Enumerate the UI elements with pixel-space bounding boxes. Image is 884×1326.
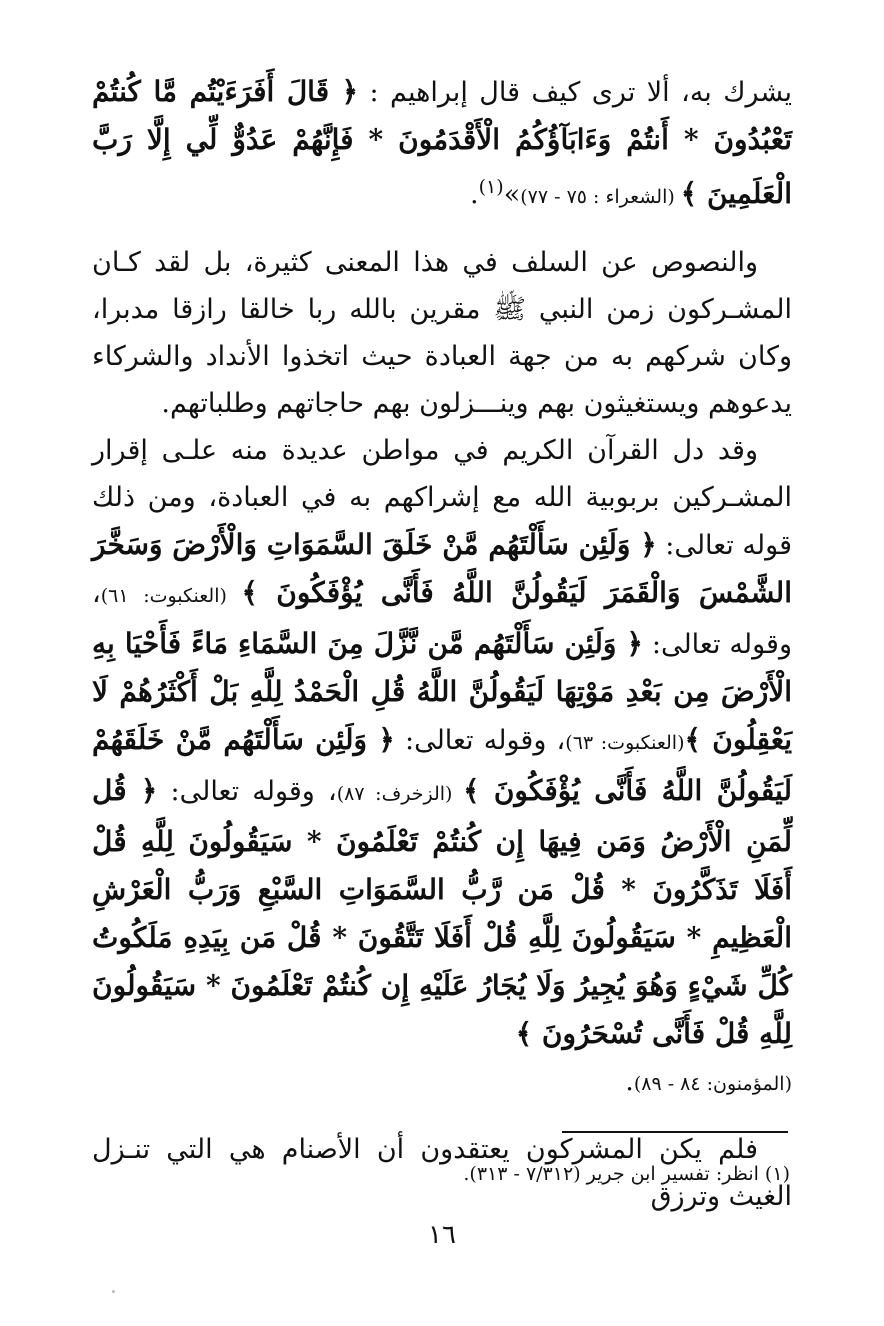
verse-reference: (العنكبوت: ٦٣) [565,732,685,754]
quran-verse-muminun-84-89: ﴿ قُل لِّمَنِ الْأَرْضُ وَمَن فِيهَا إِن كُنتُمْ تَعْلَمُونَ * سَيَقُولُونَ لِلَّهِ قُلْ أَفَلَا تَذَكَّرُونَ * قُلْ مَن رَّبُّ السَّمَوَاتِ السَّبْعِ وَرَبُّ الْعَرْشِ الْعَظِيمِ * سَيَقُولُونَ لِلَّهِ قُلْ أَفَلَا تَتَّقُونَ * قُلْ مَن بِيَدِهِ مَلَكُوتُ كُلِّ شَيْءٍ وَهُوَ يُجِيرُ وَلَا يُجَارُ عَلَيْهِ إِن كُنتُمْ تَعْلَمُونَ * سَيَقُولُونَ لِلَّهِ قُلْ فَأَنَّى تُسْحَرُونَ ﴾ [92,774,792,1050]
paragraph-2 [92,239,792,427]
verse-reference: (المؤمنون: ٨٤ - ٨٩) [633,1073,792,1095]
footnote-marker: (١) [478,176,504,198]
quran-verse-ankabut-61: ﴿ وَلَئِن سَأَلْتَهُم مَّنْ خَلَقَ السَّمَوَاتِ وَالْأَرْضَ وَسَخَّرَ الشَّمْسَ وَالْقَمَرَ لَيَقُولُنَّ اللَّهُ فَأَنَّى يُؤْفَكُونَ ﴾ [92,528,792,609]
quran-verse-shuara: ﴿ قَالَ أَفَرَءَيْتُم مَّا كُنتُمْ تَعْبُدُونَ * أَنتُمْ وَءَابَآؤُكُمُ الْأَقْدَمُونَ * فَإِنَّهُمْ عَدُوٌّ لِّي إِلَّا رَبَّ الْعَلَمِينَ ﴾ [92,75,792,210]
scan-dot [112,1290,115,1293]
quran-verse-ankabut-63: ﴿ وَلَئِن سَأَلْتَهُم مَّن نَّزَّلَ مِنَ السَّمَاءِ مَاءً فَأَحْيَا بِهِ الْأَرْضَ مِن بَعْدِ مَوْتِهَا لَيَقُولُنَّ اللَّهُ قُلِ الْحَمْدُ لِلَّهِ بَلْ أَكْثَرُهُمْ لَا يَعْقِلُونَ ﴾ [92,627,793,756]
footnote-divider [562,1131,788,1133]
main-text [92,68,792,1220]
paragraph-3-text: وقد دل القرآن الكريم في مواطن عديدة منه علـى إقرار المشـركين بربوبية الله مع إشراكهم به في العبادة، ومن ذلك قوله تعالى: [92,435,792,561]
closing-quote: » [503,179,521,210]
footnote: (١) انظر: تفسير ابن جرير (٧/٣١٢ - ٣١٣). [463,1163,790,1185]
paragraph-4-text: فلم يكن المشركون يعتقدون أن الأصنام هي التي تنـزل الغيث وترزق [92,1134,792,1212]
connector-text: ، وقوله تعالى: [157,776,337,807]
period: . [470,179,479,210]
period: . [625,1066,634,1097]
verse-reference: (الشعراء : ٧٥ - ٧٧) [520,186,681,208]
verse-reference: (العنكبوت: ٦١) [100,585,242,607]
paragraph-1 [92,68,792,221]
verse-reference: (الزخرف: ٨٧) [336,783,464,805]
paragraph-2-text: والنصوص عن السلف في هذا المعنى كثيرة، بل لقد كـان المشـركون زمن النبي ﷺ مقرين بالله ربا خالقا رازقا مدبرا، وكان شركهم به من جهة العبادة حيث اتخذوا الأنداد والشركاء يدعوهم ويستغيثون بهم وينـــزلون بهم حاجاتهم وطلباتهم. [92,247,792,419]
page-number: ١٦ [428,1220,456,1250]
paragraph-3 [92,427,792,1058]
paragraph-3-reference [92,1058,792,1108]
connector-text: ، وقوله تعالى: [92,578,793,660]
connector-text: ، وقوله تعالى: [394,725,566,756]
paragraph-1-text: يشرك به، ألا ترى كيف قال إبراهيم : [358,77,792,108]
quran-verse-zukhruf-87: ﴿ وَلَئِن سَأَلْتَهُم مَّنْ خَلَقَهُمْ لَيَقُولُنَّ اللَّهُ فَأَنَّى يُؤْفَكُونَ ﴾ [92,723,793,807]
